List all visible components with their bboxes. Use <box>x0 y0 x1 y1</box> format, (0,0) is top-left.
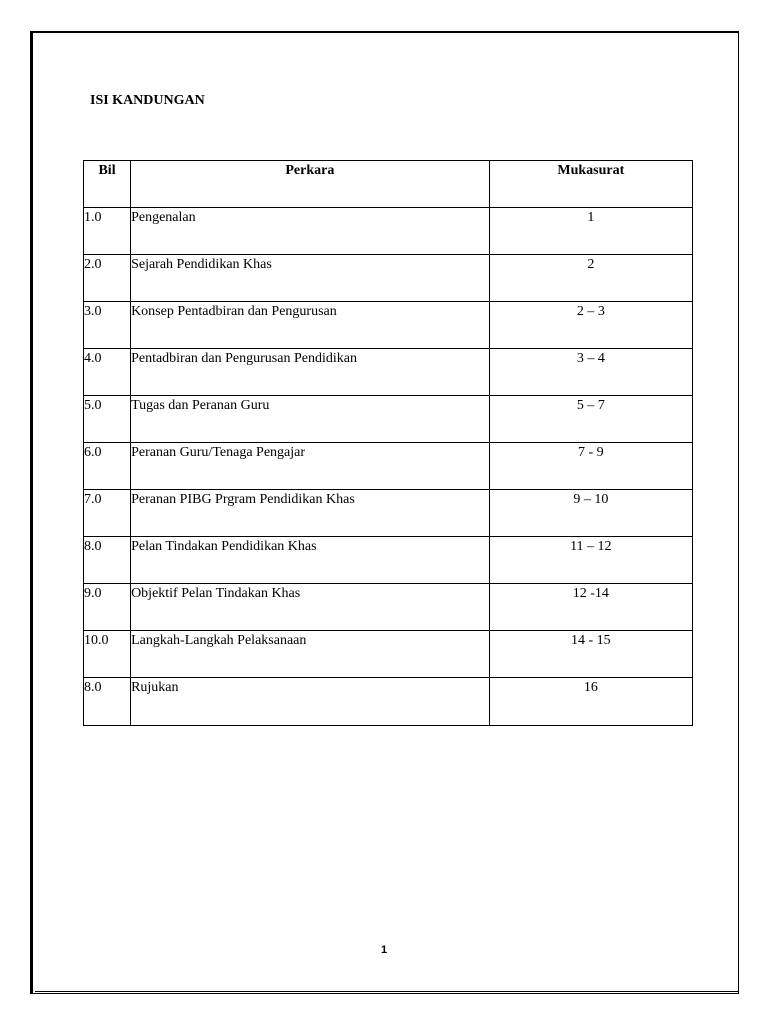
table-row <box>84 255 693 302</box>
row-perkara: Pengenalan <box>131 208 490 255</box>
row-mukasurat: 2 – 3 <box>489 302 692 349</box>
row-bil: 2.0 <box>84 255 131 302</box>
table-row <box>84 396 693 443</box>
row-mukasurat: 9 – 10 <box>489 490 692 537</box>
row-mukasurat: 5 – 7 <box>489 396 692 443</box>
row-mukasurat: 16 <box>489 678 692 726</box>
row-bil: 5.0 <box>84 396 131 443</box>
page-title: ISI KANDUNGAN <box>90 93 205 108</box>
row-bil: 10.0 <box>84 631 131 678</box>
row-perkara: Peranan Guru/Tenaga Pengajar <box>131 443 490 490</box>
row-perkara: Peranan PIBG Prgram Pendidikan Khas <box>131 490 490 537</box>
table-row <box>84 302 693 349</box>
header-perkara: Perkara <box>131 161 490 208</box>
row-mukasurat: 3 – 4 <box>489 349 692 396</box>
page-number: 1 <box>380 944 388 956</box>
row-mukasurat: 7 - 9 <box>489 443 692 490</box>
table-row <box>84 678 693 726</box>
row-bil: 7.0 <box>84 490 131 537</box>
row-perkara: Pentadbiran dan Pengurusan Pendidikan <box>131 349 490 396</box>
table-row <box>84 443 693 490</box>
row-perkara: Tugas dan Peranan Guru <box>131 396 490 443</box>
row-mukasurat: 12 -14 <box>489 584 692 631</box>
table-header-row <box>84 161 693 208</box>
table-row <box>84 208 693 255</box>
row-mukasurat: 2 <box>489 255 692 302</box>
row-perkara: Langkah-Langkah Pelaksanaan <box>131 631 490 678</box>
table-row <box>84 349 693 396</box>
table-row <box>84 537 693 584</box>
row-bil: 4.0 <box>84 349 131 396</box>
row-perkara: Pelan Tindakan Pendidikan Khas <box>131 537 490 584</box>
row-bil: 8.0 <box>84 537 131 584</box>
table-row <box>84 631 693 678</box>
row-mukasurat: 11 – 12 <box>489 537 692 584</box>
table-row <box>84 490 693 537</box>
table-of-contents <box>83 160 693 726</box>
row-bil: 6.0 <box>84 443 131 490</box>
row-perkara: Objektif Pelan Tindakan Khas <box>131 584 490 631</box>
header-bil: Bil <box>84 161 131 208</box>
row-bil: 9.0 <box>84 584 131 631</box>
row-mukasurat: 1 <box>489 208 692 255</box>
row-mukasurat: 14 - 15 <box>489 631 692 678</box>
row-bil: 3.0 <box>84 302 131 349</box>
row-bil: 8.0 <box>84 678 131 726</box>
row-perkara: Sejarah Pendidikan Khas <box>131 255 490 302</box>
header-mukasurat: Mukasurat <box>489 161 692 208</box>
table-row <box>84 584 693 631</box>
row-perkara: Rujukan <box>131 678 490 726</box>
row-perkara: Konsep Pentadbiran dan Pengurusan <box>131 302 490 349</box>
row-bil: 1.0 <box>84 208 131 255</box>
